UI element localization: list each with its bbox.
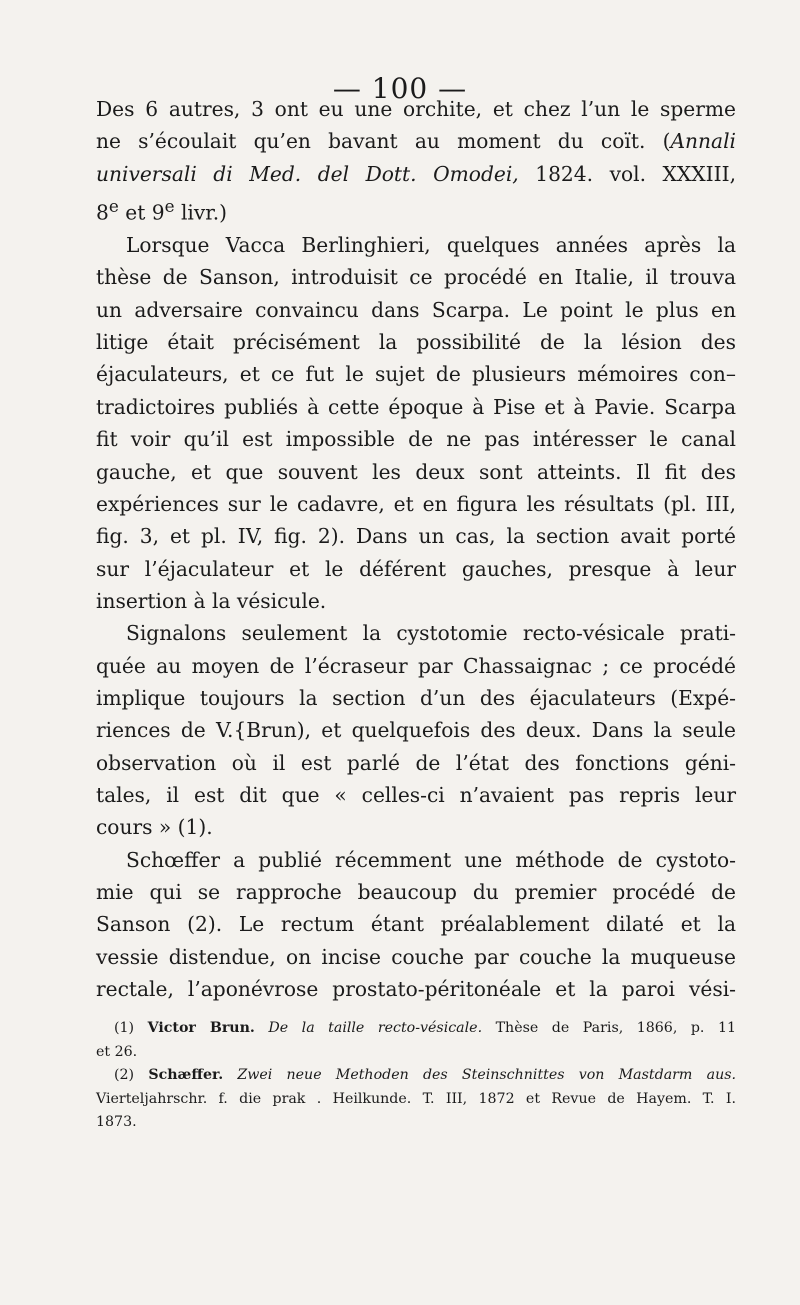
text-line [96, 125, 736, 157]
journal-title-cont: universali di Med. del Dott. Omodei, [96, 161, 519, 186]
text-line: vessie distendue, on incise couche par couche la muqueuse [96, 944, 736, 969]
text-fragment: ne s’écoulait qu’en bavant au moment du coït. ( [96, 129, 671, 154]
text-line: Signalons seulement la cystotomie recto-vésicale prati- [126, 621, 736, 646]
footnote-title: De la taille recto-vésicale. [268, 1020, 483, 1036]
text-line: quée au moyen de l’écraseur par Chassaignac ; ce procédé [96, 653, 736, 678]
text-line: cours » (1). [96, 815, 213, 840]
text-line [96, 190, 736, 229]
text-line: un adversaire convaincu dans Scarpa. Le point le plus en [96, 297, 736, 322]
text-line: expériences sur le cadavre, et en figura les résultats (pl. III, [96, 491, 736, 516]
text-line: Sanson (2). Le rectum étant préalablement dilaté et la [96, 912, 736, 937]
text-line: thèse de Sanson, introduisit ce procédé en Italie, il trouva [96, 265, 736, 290]
footnote-marker: (1) [114, 1020, 135, 1036]
footnote-2 [96, 1064, 736, 1088]
text-fragment: livr.) [174, 200, 228, 225]
text-line: éjaculateurs, et ce fut le sujet de plusieurs mémoires con– [96, 362, 736, 387]
footnote-text: Thèse de Paris, 1866, p. 11 [495, 1020, 736, 1036]
body-text [96, 93, 736, 1005]
text-line: gauche, et que souvent les deux sont atteints. Il fit des [96, 459, 736, 484]
text-line: Lorsque Vacca Berlinghieri, quelques années après la [126, 233, 736, 258]
text-line: litige était précisément la possibilité de la lésion des [96, 330, 736, 355]
footnote-title: Zwei neue Methoden des Steinschnittes von Mastdarm aus. [237, 1067, 736, 1084]
text-line: insertion à la vésicule. [96, 588, 327, 613]
footnote-author: Schæffer. [148, 1067, 224, 1084]
text-line: tales, il est dit que « celles-ci n’avaient pas repris leur [96, 782, 736, 807]
text-line: fit voir qu’il est impossible de ne pas intéresser le canal [96, 427, 736, 452]
text-line: implique toujours la section d’un des éjaculateurs (Expé- [96, 685, 736, 710]
footnote-1 [96, 1017, 736, 1041]
text-line: tradictoires publiés à cette époque à Pise et à Pavie. Scarpa [96, 394, 736, 419]
text-line: Des 6 autres, 3 ont eu une orchite, et chez l’un le sperme [96, 97, 736, 121]
page-number: — 100 — [332, 72, 468, 105]
superscript: e [164, 196, 175, 217]
text-line: observation où il est parlé de l’état des fonctions géni- [96, 750, 736, 775]
footnote-2-year: 1873. [96, 1114, 137, 1131]
text-fragment: et 9 [118, 200, 165, 225]
text-fragment: 8 [96, 200, 109, 225]
journal-title: Annali [670, 129, 736, 154]
text-line: riences de V.{Brun), et quelquefois des deux. Dans la seule [96, 718, 736, 743]
text-line: mie qui se rapproche beaucoup du premier procédé de [96, 879, 736, 904]
text-line: fig. 3, et pl. IV, fig. 2). Dans un cas, la section avait porté [96, 524, 736, 549]
text-line: sur l’éjaculateur et le déférent gauches, presque à leur [96, 556, 736, 581]
text-line: rectale, l’aponévrose prostato-péritonéale et la paroi vési- [96, 977, 736, 1002]
footnote-author: Victor Brun. [147, 1020, 255, 1036]
footnote-marker: (2) [114, 1067, 135, 1084]
footnote-2-cont: Vierteljahrschr. f. die prak . Heilkunde. T. III, 1872 et Revue de Hayem. T. I. [96, 1090, 736, 1107]
footnote-1-cont: et 26. [96, 1043, 138, 1060]
superscript: e [108, 196, 119, 217]
text-line: Schœffer a publié récemment une méthode de cystoto- [126, 847, 736, 872]
text-fragment: 1824. vol. XXXIII, [518, 161, 736, 186]
footnotes [96, 1017, 736, 1135]
text-line [96, 158, 736, 190]
